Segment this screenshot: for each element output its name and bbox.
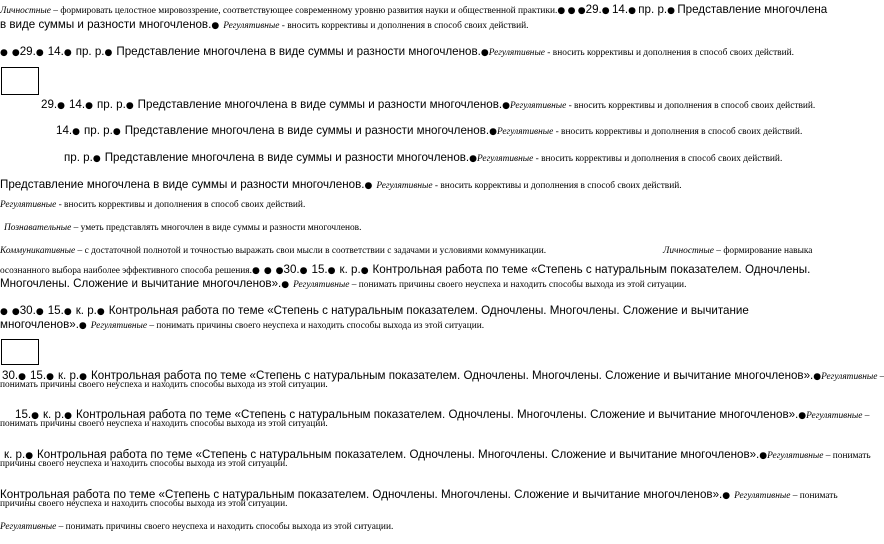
personal-text: – формировать целостное мировоззрение, соответствующее современному уровню развития науки и общественной практики.	[50, 6, 558, 16]
bullet: ●	[327, 266, 336, 276]
lesson-29-line	[0, 43, 794, 59]
bullet: ●	[0, 307, 8, 317]
bullet: ●	[96, 307, 105, 317]
lesson-date: 15.	[47, 304, 64, 317]
bullet: ●	[112, 127, 121, 137]
bullet: ●	[263, 266, 272, 276]
regulative-text: - вносить коррективы и дополнения в способ своих действий.	[432, 181, 682, 191]
lesson-topic-line	[0, 176, 682, 192]
bullet: ●	[251, 266, 260, 276]
cognitive-line	[4, 224, 361, 233]
regulative-label: Регулятивные	[0, 522, 57, 532]
lesson-type: пр. р.	[638, 3, 668, 16]
lesson-type: к. р.	[57, 369, 80, 382]
bullet: ●	[35, 48, 44, 58]
lesson-topic: Многочлены. Сложение и вычитание многочленов».	[0, 277, 282, 290]
communicative-label: Коммуникативные	[0, 246, 76, 256]
regulative-text: причины своего неуспеха и находить способы выхода из этой ситуации.	[0, 499, 288, 509]
lesson-topic: Контрольная работа по теме «Степень с натуральным показателем. Одночлены. Многочлены. Сложение и вычитание	[108, 304, 749, 317]
bullet: ●	[667, 6, 675, 16]
personal-label: Личностные	[663, 246, 714, 256]
regulative-text: - вносить коррективы и дополнения в способ своих действий.	[553, 127, 803, 137]
bullet: ●	[567, 6, 576, 16]
lesson-type: пр. р.	[64, 151, 93, 164]
bullet: ●	[281, 280, 290, 290]
personal-results-line	[0, 4, 827, 16]
bullet: ●	[299, 266, 308, 276]
bullet: ●	[0, 48, 8, 58]
lesson-number: 29.	[585, 3, 602, 16]
bullet: ●	[722, 491, 731, 501]
bullet: ●	[31, 411, 39, 421]
empty-table-cell	[1, 339, 39, 365]
lesson-topic: Представление многочлена в виде суммы и разности многочленов.	[137, 98, 503, 111]
lesson-29-line	[64, 149, 782, 165]
bullet: ●	[469, 154, 478, 164]
bullet: ●	[211, 21, 220, 31]
bullet: ●	[57, 101, 65, 111]
regulative-label: Регулятивные	[0, 200, 57, 210]
regulative-line	[0, 381, 328, 390]
bullet: ●	[601, 6, 610, 16]
regulative-label: Регулятивные	[509, 101, 567, 111]
lesson-type: к. р.	[339, 263, 361, 276]
bullet: ●	[275, 266, 284, 276]
lesson-type: к. р.	[75, 304, 97, 317]
regulative-label: Регулятивные	[293, 280, 350, 290]
bullet: ●	[360, 266, 369, 276]
regulative-text: – понимать	[790, 491, 838, 501]
bullet: ●	[63, 48, 72, 58]
lesson-topic: Контрольная работа по теме «Степень с натуральным показателем. Одночлены. Многочлены. Сложение и вычитание многочленов».	[91, 369, 814, 382]
bullet: ●	[35, 307, 44, 317]
lesson-topic: Контрольная работа по теме «Степень с натуральным показателем. Одночлены.	[372, 263, 811, 276]
regulative-text: - вносить коррективы и дополнения в способ своих действий.	[56, 200, 306, 210]
bullet: ●	[557, 6, 566, 16]
lesson-type: к. р.	[4, 448, 26, 461]
bullet: ●	[11, 48, 20, 58]
lesson-number: 29.	[41, 98, 58, 111]
regulative-label: Регулятивные	[734, 491, 791, 501]
regulative-text: –	[862, 411, 870, 421]
lesson-date: 14.	[47, 45, 64, 58]
communicative-line	[0, 247, 546, 256]
bullet: ●	[577, 6, 586, 16]
lesson-topic: Контрольная работа по теме «Степень с натуральным показателем. Одночлены. Многочлены. Сложение и вычитание многочленов».	[0, 488, 723, 501]
lesson-topic: Представление многочлена в виде суммы и разности многочленов.	[124, 124, 490, 137]
communicative-text: – с достаточной полнотой и точностью выражать свои мысли в соответствии с задачами и условиями коммуникации.	[75, 246, 547, 256]
lesson-date: 14.	[68, 98, 86, 111]
bullet: ●	[628, 6, 636, 16]
lesson-topic-line	[0, 16, 528, 32]
personal-label: Личностные	[0, 6, 51, 16]
bullet: ●	[92, 154, 101, 164]
lesson-date: 15.	[15, 408, 32, 421]
bullet: ●	[79, 372, 88, 382]
lesson-type: пр. р.	[83, 124, 113, 137]
lesson-topic: Представление многочлена	[677, 3, 828, 16]
lesson-topic: Представление многочлена в виде суммы и разности многочленов.	[0, 178, 365, 191]
bullet: ●	[364, 181, 373, 191]
bullet: ●	[64, 411, 73, 421]
lesson-type: пр. р.	[75, 45, 105, 58]
bullet: ●	[85, 101, 93, 111]
regulative-label: Регулятивные	[497, 127, 554, 137]
regulative-text: – понимать	[823, 451, 871, 461]
regulative-text: – понимать причины своего неуспеха и находить способы выхода из этой ситуации.	[56, 522, 394, 532]
bullet: ●	[489, 127, 497, 137]
regulative-label: Регулятивные	[488, 48, 545, 58]
regulative-text: – понимать причины своего неуспеха и находить способы выхода из этой ситуации.	[147, 321, 485, 331]
regulative-label: Регулятивные	[223, 21, 280, 31]
lesson-29-line	[56, 122, 802, 138]
lesson-number: 30.	[2, 369, 19, 382]
bullet: ●	[759, 451, 768, 461]
lesson-topic: Контрольная работа по теме «Степень с натуральным показателем. Одночлены. Многочлены. Сложение и вычитание многочленов».	[76, 408, 799, 421]
regulative-line	[0, 420, 328, 429]
bullet: ●	[104, 48, 113, 58]
bullet: ●	[480, 48, 489, 58]
lesson-topic: в виде суммы и разности многочленов.	[0, 18, 212, 31]
lesson-type: к. р.	[42, 408, 65, 421]
regulative-text: –	[877, 372, 884, 382]
lesson-number: 30.	[19, 304, 36, 317]
lesson-date: 14.	[611, 3, 629, 16]
lesson-number: 29.	[19, 45, 36, 58]
personal-results-line	[663, 247, 812, 256]
regulative-line	[0, 460, 287, 469]
lesson-date: 14.	[56, 124, 73, 137]
lesson-topic: Контрольная работа по теме «Степень с натуральным показателем. Одночлены. Многочлены. Сложение и вычитание многочленов».	[37, 448, 760, 461]
lesson-topic: многочленов».	[0, 318, 79, 331]
regulative-text: - вносить коррективы и дополнения в способ своих действий.	[279, 21, 529, 31]
regulative-label: Регулятивные	[90, 321, 148, 331]
cognitive-label: Познавательные	[4, 223, 72, 233]
bullet: ●	[813, 372, 822, 382]
bullet: ●	[78, 321, 87, 331]
cognitive-text: – уметь представлять многочлен в виде суммы и разности многочленов.	[71, 223, 362, 233]
regulative-line	[0, 523, 393, 532]
regulative-label: Регулятивные	[821, 372, 878, 382]
bullet: ●	[502, 101, 510, 111]
regulative-label: Регулятивные	[376, 181, 433, 191]
regulative-text: - вносить коррективы и дополнения в способ своих действий.	[533, 154, 783, 164]
bullet: ●	[63, 307, 72, 317]
bullet: ●	[46, 372, 54, 382]
personal-text: – формирование навыка	[713, 246, 813, 256]
regulative-label: Регулятивные	[806, 411, 863, 421]
regulative-line	[0, 201, 305, 210]
lesson-date: 15.	[311, 263, 328, 276]
regulative-label: Регулятивные	[767, 451, 824, 461]
lesson-topic: Представление многочлена в виде суммы и разности многочленов.	[104, 151, 470, 164]
regulative-label: Регулятивные	[477, 154, 534, 164]
regulative-text: – понимать причины своего неуспеха и находить способы выхода из этой ситуации.	[349, 280, 687, 290]
lesson-type: пр. р.	[96, 98, 126, 111]
lesson-date: 15.	[29, 369, 47, 382]
bullet: ●	[798, 411, 807, 421]
lesson-topic: Представление многочлена в виде суммы и разности многочленов.	[116, 45, 481, 58]
regulative-text: - вносить коррективы и дополнения в способ своих действий.	[544, 48, 794, 58]
regulative-line	[0, 500, 287, 509]
lesson-topic-line	[0, 316, 484, 332]
regulative-text: - вносить коррективы и дополнения в способ своих действий.	[566, 101, 816, 111]
bullet: ●	[25, 451, 34, 461]
bullet: ●	[72, 127, 80, 137]
bullet: ●	[18, 372, 26, 382]
bullet: ●	[11, 307, 20, 317]
personal-text: осознанного выбора наиболее эффективного способа решения.	[0, 266, 252, 276]
lesson-topic-line	[0, 275, 686, 291]
lesson-29-line	[41, 96, 815, 112]
regulative-text: понимать причины своего неуспеха и находить способы выхода из этой ситуации.	[0, 419, 328, 429]
regulative-text: причины своего неуспеха и находить способы выхода из этой ситуации.	[0, 459, 288, 469]
bullet: ●	[125, 101, 134, 111]
lesson-number: 30.	[283, 263, 300, 276]
regulative-text: понимать причины своего неуспеха и находить способы выхода из этой ситуации.	[0, 380, 328, 390]
empty-table-cell	[1, 67, 39, 95]
